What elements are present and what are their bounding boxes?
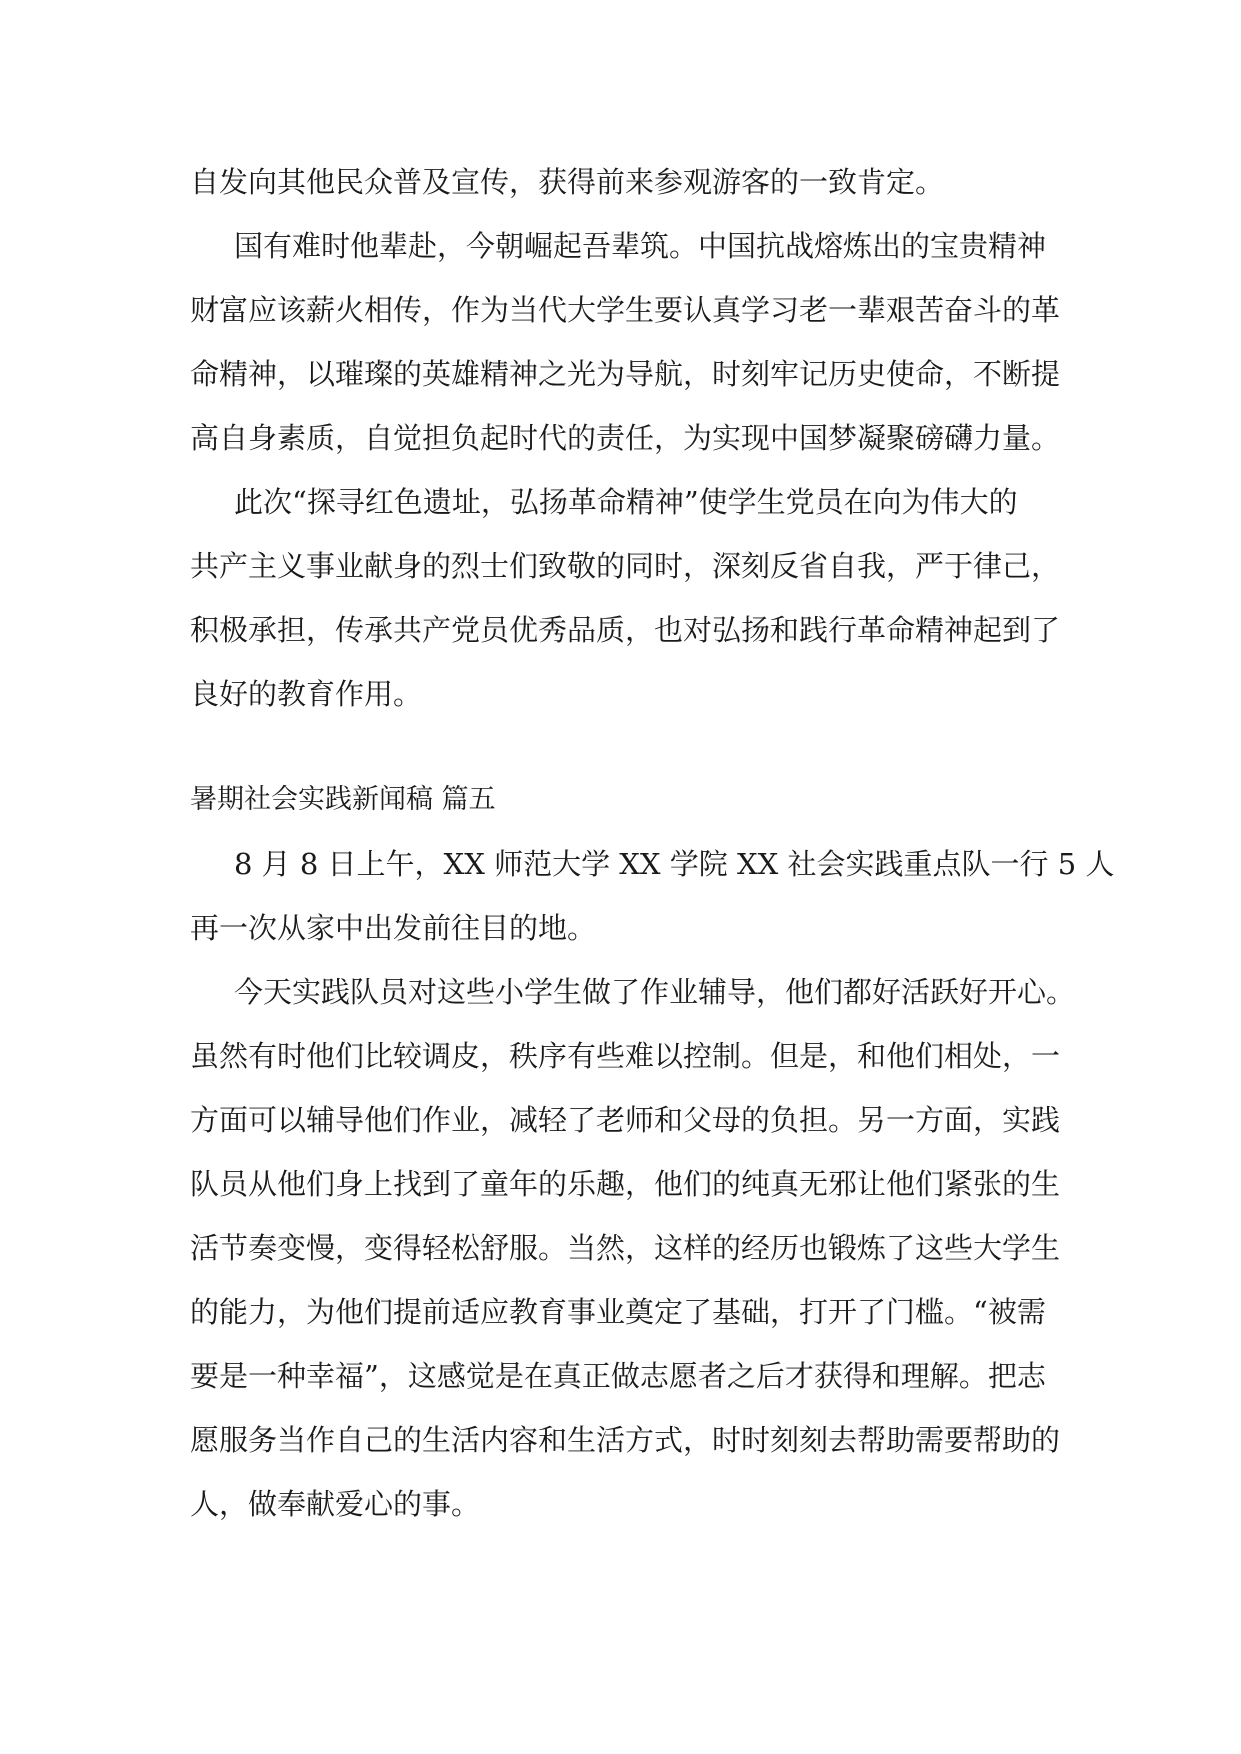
body-text-line: 积极承担，传承共产党员优秀品质，也对弘扬和践行革命精神起到了 [190, 613, 1061, 647]
body-text-line: 此次“探寻红色遗址，弘扬革命精神”使学生党员在向为伟大的 [234, 485, 1018, 519]
section-heading: 暑期社会实践新闻稿 篇五 [190, 784, 496, 815]
body-text-line: 虽然有时他们比较调皮，秩序有些难以控制。但是，和他们相处，一 [190, 1039, 1061, 1073]
body-text-line: 活节奏变慢，变得轻松舒服。当然，这样的经历也锻炼了这些大学生 [190, 1231, 1061, 1265]
body-text-line: 人，做奉献爱心的事。 [190, 1487, 481, 1521]
body-text-line: 良好的教育作用。 [190, 677, 423, 711]
body-text-line: 共产主义事业献身的烈士们致敬的同时，深刻反省自我，严于律己， [190, 549, 1061, 583]
body-text-line: 财富应该薪火相传，作为当代大学生要认真学习老一辈艰苦奋斗的革 [190, 293, 1061, 327]
body-text-line: 方面可以辅导他们作业，减轻了老师和父母的负担。另一方面，实践 [190, 1103, 1061, 1137]
body-text-line: 队员从他们身上找到了童年的乐趣，他们的纯真无邪让他们紧张的生 [190, 1167, 1061, 1201]
body-text-line: 再一次从家中出发前往目的地。 [190, 911, 597, 945]
body-text-line: 命精神，以璀璨的英雄精神之光为导航，时刻牢记历史使命，不断提 [190, 357, 1061, 391]
body-text-line: 的能力，为他们提前适应教育事业奠定了基础，打开了门槛。“被需 [190, 1295, 1046, 1329]
body-text-line: 愿服务当作自己的生活内容和生活方式，时时刻刻去帮助需要帮助的 [190, 1423, 1061, 1457]
body-text-line: 要是一种幸福”，这感觉是在真正做志愿者之后才获得和理解。把志 [190, 1359, 1046, 1393]
body-text-line: 自发向其他民众普及宣传，获得前来参观游客的一致肯定。 [190, 165, 945, 199]
body-text-line: 国有难时他辈赴，今朝崛起吾辈筑。中国抗战熔炼出的宝贵精神 [234, 229, 1047, 263]
body-text-line: 高自身素质，自觉担负起时代的责任，为实现中国梦凝聚磅礴力量。 [190, 421, 1061, 455]
body-text-line: 8 月 8 日上午，XX 师范大学 XX 学院 XX 社会实践重点队一行 5 人 [234, 847, 1115, 881]
body-text-line: 今天实践队员对这些小学生做了作业辅导，他们都好活跃好开心。 [234, 975, 1076, 1009]
